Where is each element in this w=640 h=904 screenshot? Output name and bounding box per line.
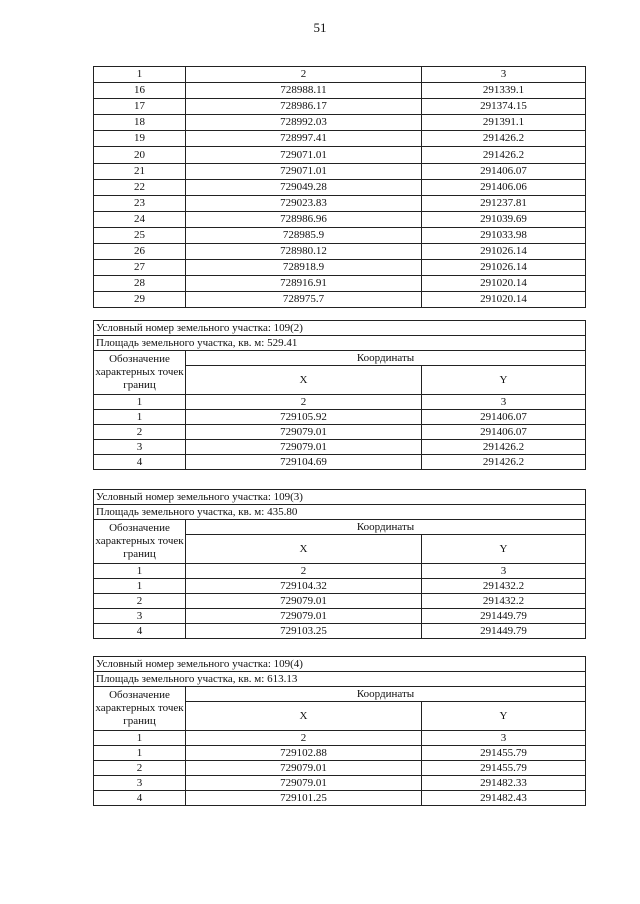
header-cell: 1 [94,67,186,83]
table-row [94,791,586,806]
point-number: 22 [94,179,186,195]
x-coordinate: 729079.01 [186,776,422,791]
y-coordinate: 291426.2 [422,131,586,147]
x-coordinate: 729079.01 [186,609,422,624]
x-coordinate: 729079.01 [186,425,422,440]
point-number: 3 [94,609,186,624]
point-number: 26 [94,244,186,260]
y-coordinate: 291406.07 [422,425,586,440]
table-row [94,425,586,440]
x-coordinate: 728985.9 [186,227,422,243]
y-coordinate: 291406.06 [422,179,586,195]
point-number: 16 [94,83,186,99]
table-row [94,440,586,455]
x-coordinate: 728986.96 [186,211,422,227]
column-number: 3 [422,395,586,410]
table-row [94,115,586,131]
y-coordinate: 291426.2 [422,147,586,163]
x-coordinate: 729071.01 [186,163,422,179]
y-coordinate: 291482.43 [422,791,586,806]
y-coordinate: 291020.14 [422,276,586,292]
y-coordinate: 291432.2 [422,579,586,594]
parcel-area: Площадь земельного участка, кв. м: 613.13 [94,672,586,687]
parcel-title: Условный номер земельного участка: 109(3) [94,490,586,505]
y-coordinate: 291026.14 [422,244,586,260]
parcel-title: Условный номер земельного участка: 109(2) [94,321,586,336]
point-number: 21 [94,163,186,179]
y-column-header: Y [422,535,586,564]
table-row [94,211,586,227]
point-number: 3 [94,440,186,455]
point-number: 19 [94,131,186,147]
y-coordinate: 291026.14 [422,260,586,276]
table-header-row [94,67,586,83]
table-row [94,410,586,425]
x-coordinate: 729079.01 [186,440,422,455]
point-column-header: Обозначение характерных точек границ [94,520,186,564]
page-number: 51 [313,20,327,35]
table-row [94,292,586,308]
parcel-table-109-4 [93,656,585,806]
table-row [94,227,586,243]
coordinates-header: Координаты [186,687,586,702]
coordinates-header: Координаты [186,520,586,535]
table-row [94,244,586,260]
table-row [94,455,586,470]
x-coordinate: 729049.28 [186,179,422,195]
table-row [94,761,586,776]
x-coordinate: 729104.69 [186,455,422,470]
x-column-header: X [186,535,422,564]
point-column-header: Обозначение характерных точек границ [94,687,186,731]
parcel-area: Площадь земельного участка, кв. м: 435.80 [94,505,586,520]
y-coordinate: 291406.07 [422,163,586,179]
column-number: 1 [94,731,186,746]
parcel-table-109-3 [93,489,585,639]
column-number-row [94,731,586,746]
x-coordinate: 728980.12 [186,244,422,260]
point-number: 18 [94,115,186,131]
x-coordinate: 729079.01 [186,761,422,776]
y-coordinate: 291237.81 [422,195,586,211]
point-column-header: Обозначение характерных точек границ [94,351,186,395]
point-number: 20 [94,147,186,163]
parcel-area: Площадь земельного участка, кв. м: 529.41 [94,336,586,351]
y-column-header: Y [422,702,586,731]
point-number: 4 [94,624,186,639]
point-number: 4 [94,791,186,806]
column-number: 1 [94,564,186,579]
y-coordinate: 291482.33 [422,776,586,791]
y-coordinate: 291406.07 [422,410,586,425]
point-number: 25 [94,227,186,243]
x-coordinate: 729104.32 [186,579,422,594]
table-row [94,195,586,211]
x-coordinate: 729023.83 [186,195,422,211]
table-row [94,163,586,179]
y-coordinate: 291374.15 [422,99,586,115]
point-number: 1 [94,579,186,594]
point-number: 2 [94,425,186,440]
y-coordinate: 291455.79 [422,746,586,761]
table-row [94,624,586,639]
x-coordinate: 729102.88 [186,746,422,761]
x-coordinate: 728988.11 [186,83,422,99]
x-coordinate: 729105.92 [186,410,422,425]
point-number: 24 [94,211,186,227]
x-coordinate: 729079.01 [186,594,422,609]
table-row [94,147,586,163]
y-coordinate: 291039.69 [422,211,586,227]
column-number-row [94,395,586,410]
point-number: 3 [94,776,186,791]
y-coordinate: 291426.2 [422,455,586,470]
y-coordinate: 291033.98 [422,227,586,243]
x-coordinate: 728918.9 [186,260,422,276]
table-row [94,131,586,147]
coordinates-table-continuation [93,66,585,308]
x-coordinate: 728997.41 [186,131,422,147]
point-number: 28 [94,276,186,292]
column-number: 2 [186,731,422,746]
x-coordinate: 728975.7 [186,292,422,308]
x-coordinate: 728986.17 [186,99,422,115]
x-column-header: X [186,702,422,731]
x-coordinate: 729101.25 [186,791,422,806]
y-coordinate: 291339.1 [422,83,586,99]
y-coordinate: 291426.2 [422,440,586,455]
y-column-header: Y [422,366,586,395]
table-row [94,579,586,594]
point-number: 17 [94,99,186,115]
x-coordinate: 728916.91 [186,276,422,292]
table-row [94,594,586,609]
y-coordinate: 291449.79 [422,624,586,639]
table-row [94,260,586,276]
point-number: 27 [94,260,186,276]
table-row [94,276,586,292]
x-coordinate: 729071.01 [186,147,422,163]
table-row [94,746,586,761]
parcel-title: Условный номер земельного участка: 109(4) [94,657,586,672]
column-number: 2 [186,564,422,579]
point-number: 29 [94,292,186,308]
column-number: 3 [422,564,586,579]
column-number: 3 [422,731,586,746]
table-row [94,776,586,791]
header-cell: 2 [186,67,422,83]
column-number: 2 [186,395,422,410]
y-coordinate: 291455.79 [422,761,586,776]
point-number: 4 [94,455,186,470]
point-number: 2 [94,761,186,776]
table-row [94,179,586,195]
coordinates-header: Координаты [186,351,586,366]
point-number: 1 [94,410,186,425]
table-row [94,609,586,624]
header-cell: 3 [422,67,586,83]
x-coordinate: 728992.03 [186,115,422,131]
x-column-header: X [186,366,422,395]
parcel-table-109-2 [93,320,585,470]
y-coordinate: 291020.14 [422,292,586,308]
y-coordinate: 291391.1 [422,115,586,131]
point-number: 2 [94,594,186,609]
y-coordinate: 291449.79 [422,609,586,624]
table-row [94,83,586,99]
x-coordinate: 729103.25 [186,624,422,639]
point-number: 23 [94,195,186,211]
y-coordinate: 291432.2 [422,594,586,609]
point-number: 1 [94,746,186,761]
column-number-row [94,564,586,579]
column-number: 1 [94,395,186,410]
table-row [94,99,586,115]
